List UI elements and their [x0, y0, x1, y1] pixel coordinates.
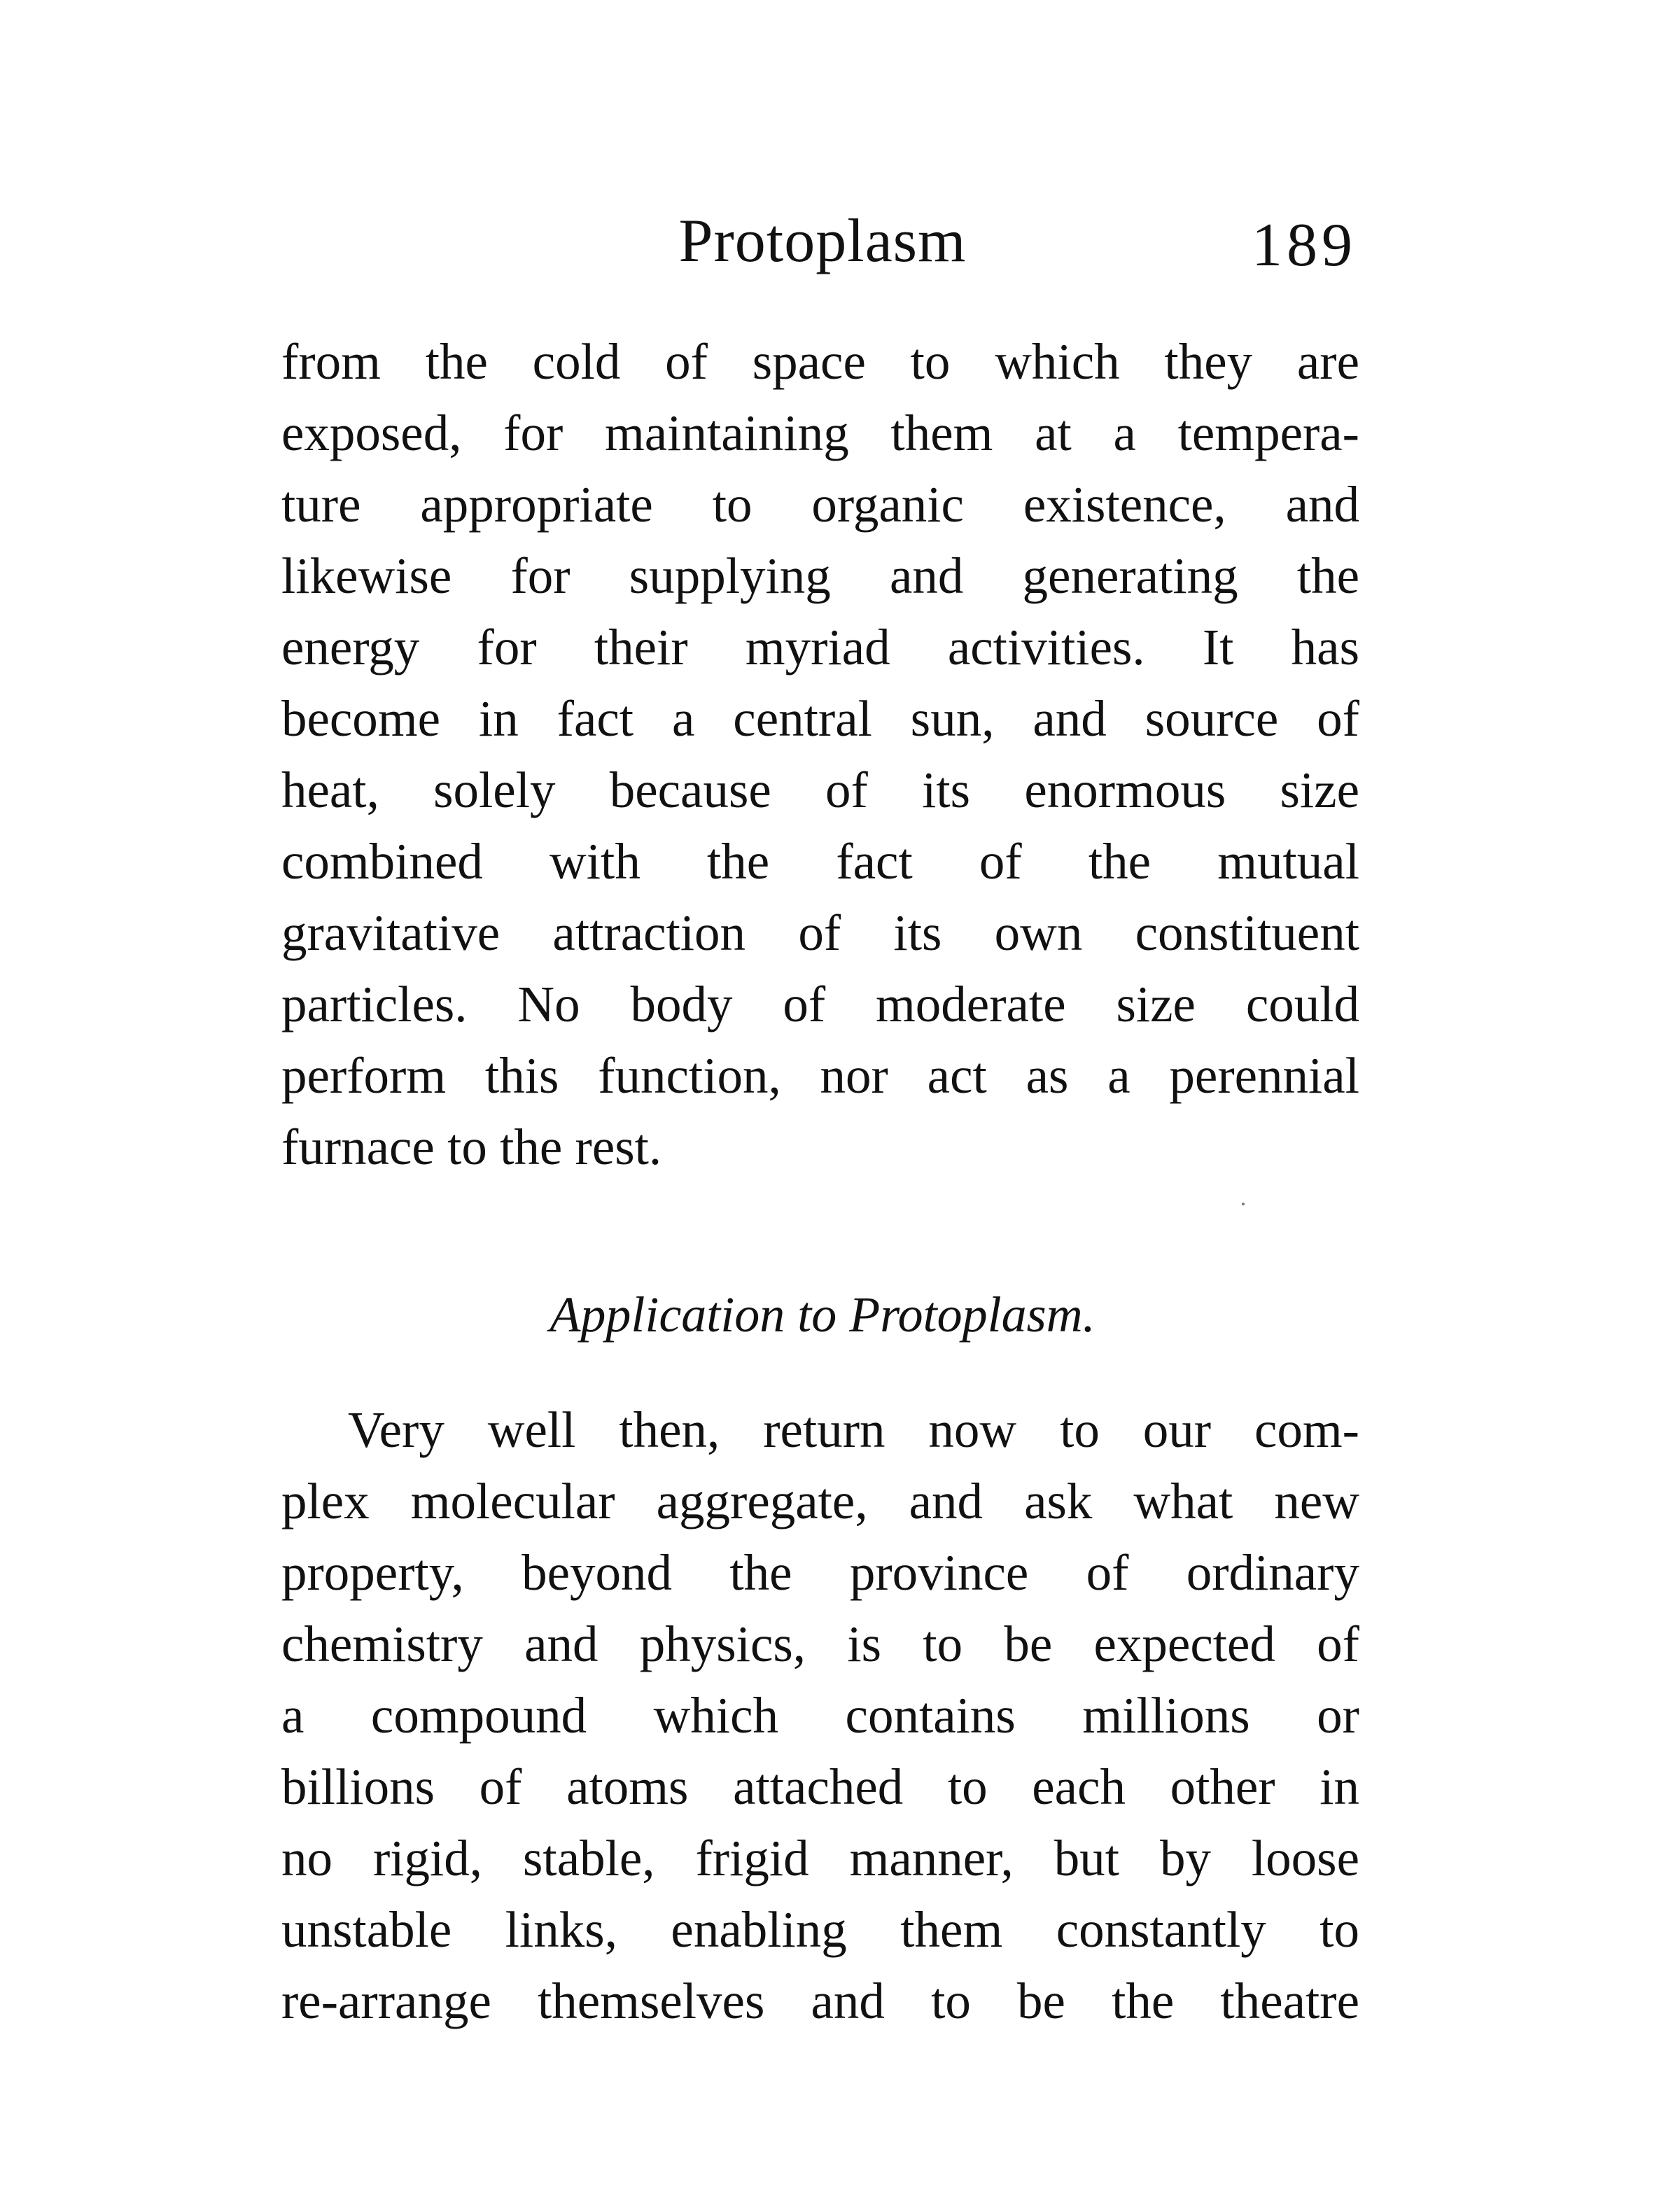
text-line: particles. No body of moderate size could: [281, 976, 1359, 1032]
text-line: re-arrange themselves and to be the theatre: [281, 1973, 1359, 2029]
text-line: heat, solely because of its enormous size: [281, 762, 1359, 818]
text-line: furnace to the rest.: [281, 1119, 662, 1175]
text-line: plex molecular aggregate, and ask what new: [281, 1473, 1359, 1530]
text-line: property, beyond the province of ordinary: [281, 1544, 1359, 1601]
text-line: unstable links, enabling them constantly to: [281, 1901, 1359, 1958]
text-line: from the cold of space to which they are: [281, 333, 1359, 390]
page-number: 189: [1252, 211, 1357, 279]
text-line: Very well then, return now to our com-: [348, 1401, 1359, 1458]
paragraph-2: [281, 1394, 1359, 2037]
paragraph-1: [281, 326, 1359, 1183]
text-line: no rigid, stable, frigid manner, but by loose: [281, 1830, 1359, 1886]
text-line: ture appropriate to organic existence, and: [281, 476, 1359, 533]
text-line: gravitative attraction of its own constituent: [281, 904, 1359, 961]
text-line: perform this function, nor act as a perennial: [281, 1047, 1359, 1104]
paper-speck: [1242, 1203, 1245, 1205]
text-line: become in fact a central sun, and source of: [281, 690, 1359, 747]
text-line: energy for their myriad activities. It has: [281, 619, 1359, 676]
text-line: combined with the fact of the mutual: [281, 833, 1359, 890]
text-line: exposed, for maintaining them at a tempera-: [281, 405, 1359, 461]
text-line: a compound which contains millions or: [281, 1687, 1359, 1744]
text-line: billions of atoms attached to each other in: [281, 1758, 1359, 1815]
text-line: chemistry and physics, is to be expected of: [281, 1616, 1359, 1672]
page-header: [280, 203, 1365, 287]
text-line: likewise for supplying and generating the: [281, 547, 1359, 604]
section-heading: Application to Protoplasm.: [550, 1287, 1096, 1343]
running-head: Protoplasm: [678, 207, 967, 275]
